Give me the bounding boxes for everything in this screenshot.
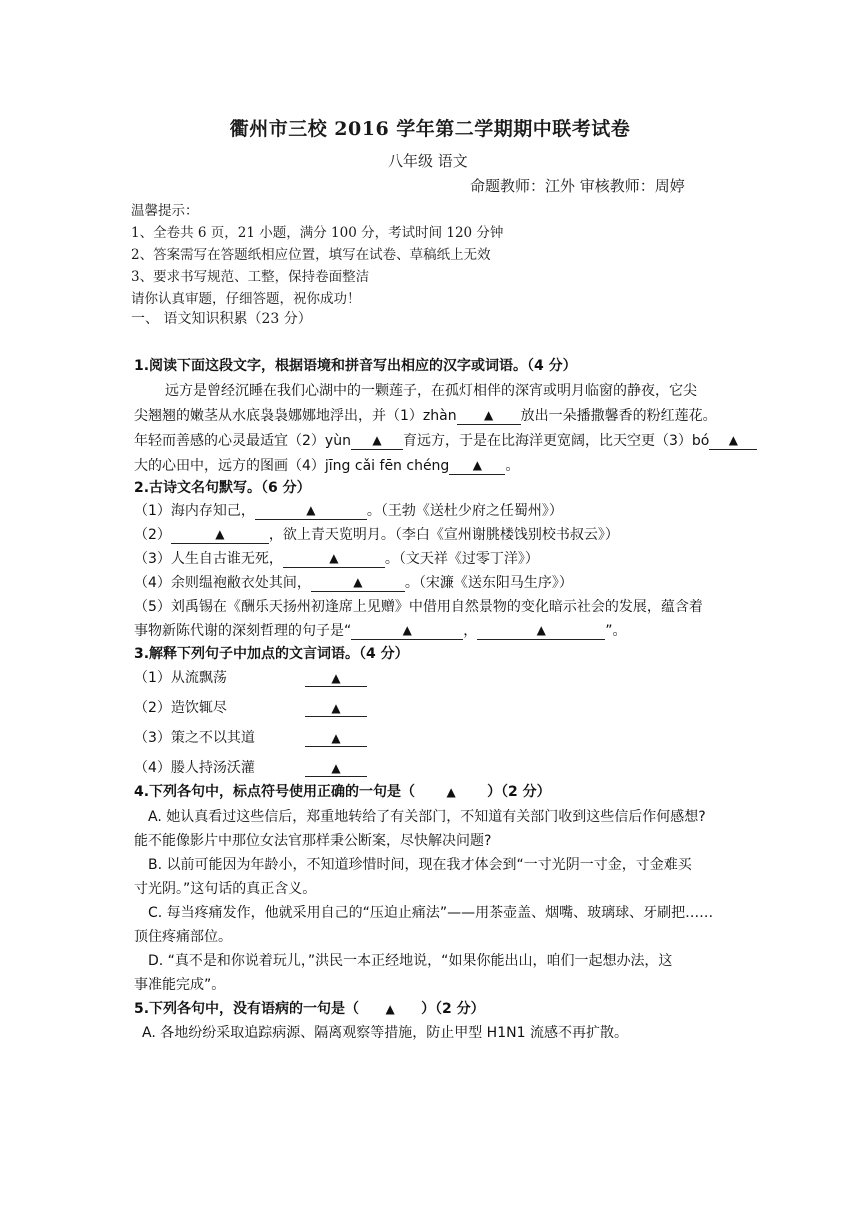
answer-blank[interactable] <box>255 502 367 520</box>
answer-blank[interactable] <box>449 457 505 475</box>
answer-blank[interactable] <box>305 670 367 687</box>
question-1-line: 远方是曾经沉睡在我们心湖中的一颗莲子，在孤灯相伴的深宵或明月临窗的静夜，它尖 <box>165 383 697 399</box>
tips-block <box>131 200 503 310</box>
tip-item: 请你认真审题，仔细答题，祝你成功！ <box>131 291 361 307</box>
answer-blank[interactable] <box>305 700 367 717</box>
triangle-marker-icon: ▲ <box>331 731 341 745</box>
question-3-stem: 3.解释下列句子中加点的文言词语。（4 分） <box>134 646 409 662</box>
question-1-line: 大的心田中，远方的图画（4）jīng cǎi fēn chéng ▲ 。 <box>134 458 520 474</box>
triangle-marker-icon: ▲ <box>402 623 412 637</box>
option-a-line: 能不能像影片中那位女法官那样秉公断案，尽快解决问题? <box>134 833 492 849</box>
question-2-line: （3）人生自古谁无死， ▲ 。（文天祥《过零丁洋》） <box>134 551 539 567</box>
triangle-marker-icon: ▲ <box>472 458 482 472</box>
option-b-line: B. 以前可能因为年龄小，不知道珍惜时间，现在我才体会到“一寸光阴一寸金，寸金难买 <box>148 857 692 873</box>
option-d-line: D. “真不是和你说着玩儿，”洪民一本正经地说，“如果你能出山，咱们一起想办法，这 <box>148 953 673 969</box>
question-2-line: （5）刘禹锡在《酬乐天扬州初逢席上见赠》中借用自然景物的变化暗示社会的发展，蕴含着 <box>134 599 703 615</box>
triangle-marker-icon: ▲ <box>372 433 382 447</box>
answer-blank[interactable] <box>311 574 405 592</box>
triangle-marker-icon: ▲ <box>483 408 494 422</box>
answer-blank[interactable] <box>351 432 403 450</box>
tips-heading: 温馨提示： <box>131 203 199 219</box>
triangle-marker-icon: ▲ <box>329 551 339 565</box>
page-title: 衢州市三校 2016 学年第二学期期中联考试卷 <box>229 118 631 140</box>
option-c-line: C. 每当疼痛发作，他就采用自己的“压迫止痛法”——用茶壶盖、烟嘴、玻璃球、牙刷把…… <box>148 905 714 921</box>
question-2-line: （2） ▲ ，欲上青天览明月。（李白《宣州谢朓楼饯别校书叔云》） <box>134 527 619 543</box>
option-c-line: 顶住疼痛部位。 <box>134 929 232 945</box>
triangle-marker-icon: ▲ <box>385 1002 395 1016</box>
question-3-item: （2）造饮辄尽 ▲ <box>134 697 367 717</box>
triangle-marker-icon: ▲ <box>331 701 341 715</box>
question-4-stem: 4.下列各句中，标点符号使用正确的一句是（ ▲ ）（2 分） <box>134 784 551 800</box>
question-1-line: 年轻而善感的心灵最适宜（2）yùn ▲ 育远方，于是在比海洋更宽阔，比天空更（3）bó ▲ <box>134 430 757 450</box>
triangle-marker-icon: ▲ <box>536 623 546 637</box>
triangle-marker-icon: ▲ <box>331 761 341 775</box>
answer-blank[interactable] <box>171 526 269 544</box>
triangle-marker-icon: ▲ <box>446 785 456 799</box>
section-heading: 一、 语文知识积累（23 分） <box>131 311 312 327</box>
option-d-line: 事准能完成”。 <box>134 977 226 993</box>
question-5-stem: 5.下列各句中，没有语病的一句是（ ▲ ）（2 分） <box>134 1001 485 1017</box>
answer-blank[interactable] <box>351 622 463 640</box>
question-3-item: （3）策之不以其道 ▲ <box>134 727 367 747</box>
answer-blank[interactable] <box>283 550 385 568</box>
question-1-line: 尖翘翘的嫩茎从水底袅袅娜娜地浮出，并（1）zhàn ▲ 放出一朵播撒馨香的粉红莲花。 <box>134 408 717 424</box>
answer-blank[interactable] <box>305 730 367 747</box>
grade-subject: 八年级 语文 <box>388 152 468 170</box>
tip-item: 3、要求书写规范、工整，保持卷面整洁 <box>131 269 370 285</box>
answer-blank[interactable] <box>305 760 367 777</box>
triangle-marker-icon: ▲ <box>331 671 341 685</box>
question-3-item: （1）从流飘荡 ▲ <box>134 667 367 687</box>
triangle-marker-icon: ▲ <box>306 503 316 517</box>
answer-blank[interactable] <box>457 407 521 425</box>
answer-blank[interactable] <box>709 432 757 450</box>
question-2-line: （4）余则缊袍敝衣处其间， ▲ 。（宋濂《送东阳马生序》） <box>134 575 573 591</box>
question-2-stem: 2.古诗文名句默写。（6 分） <box>134 480 311 496</box>
answer-blank[interactable] <box>477 622 605 640</box>
question-2-line: （1）海内存知己， ▲ 。（王勃《送杜少府之任蜀州》） <box>134 503 563 519</box>
question-2-line: 事物新陈代谢的深刻哲理的句子是“ ▲ ， ▲ ”。 <box>134 623 627 639</box>
tip-item: 1、全卷共 6 页，21 小题，满分 100 分，考试时间 120 分钟 <box>131 225 504 241</box>
question-1-stem: 1.阅读下面这段文字，根据语境和拼音写出相应的汉字或词语。（4 分） <box>134 358 577 374</box>
option-a-line: A. 她认真看过这些信后，郑重地转给了有关部门，不知道有关部门收到这些信后作何感想? <box>148 809 706 825</box>
option-a-line: A. 各地纷纷采取追踪病源、隔离观察等措施，防止甲型 H1N1 流感不再扩散。 <box>142 1025 628 1041</box>
triangle-marker-icon: ▲ <box>353 575 363 589</box>
teacher-info: 命题教师：江外 审核教师：周婷 <box>470 177 685 195</box>
triangle-marker-icon: ▲ <box>728 433 738 447</box>
option-b-line: 寸光阴。”这句话的真正含义。 <box>134 881 317 897</box>
question-3-item: （4）媵人持汤沃灌 ▲ <box>134 757 367 777</box>
triangle-marker-icon: ▲ <box>215 527 225 541</box>
tip-item: 2、答案需写在答题纸相应位置，填写在试卷、草稿纸上无效 <box>131 247 491 263</box>
